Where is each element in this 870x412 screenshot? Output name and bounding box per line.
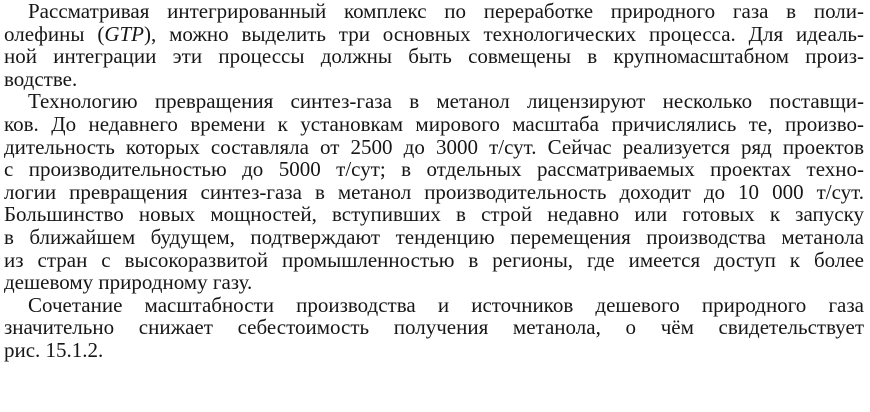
paragraph-gtp-processes — [4, 0, 864, 90]
text-line: олефины (GTP), можно выделить три основных технологических процесса. Для идеаль- — [4, 21, 865, 46]
text-line: из стран с высокоразвитой промышленностью в регионы, где имеется доступ к более — [4, 247, 864, 272]
text-line: водстве. — [4, 66, 78, 91]
text-line: ков. До недавнего времени к установкам мирового масштаба причислялись те, произво- — [4, 111, 864, 136]
text-line: дешевому природному газу. — [4, 270, 253, 295]
text-line: ной интеграции эти процессы должны быть совмещены в крупномасштабном произ- — [4, 44, 864, 69]
text-line: Рассматривая интегрированный комплекс по переработке природного газа в поли- — [28, 0, 864, 23]
text-line: рис. 15.1.2. — [4, 337, 104, 362]
body-text — [4, 0, 864, 362]
text-line: Технологию превращения синтез-газа в метанол лицензируют несколько поставщи- — [28, 89, 864, 114]
text-line: Большинство новых мощностей, вступивших в строй недавно или готовых к запуску — [4, 202, 864, 227]
text-line: Сочетание масштабности производства и источников дешевого природного газа — [28, 292, 864, 317]
text-line: логии превращения синтез-газа в метанол производительность доходит до 10 000 т/сут. — [4, 179, 864, 204]
text-line: в ближайшем будущем, подтверждают тенденцию перемещения производства метанола — [4, 224, 864, 249]
paragraph-cost-reduction — [4, 294, 864, 362]
text-line: с производительностью до 5000 т/сут; в отдельных рассматриваемых проектах техно- — [4, 157, 864, 182]
text-line: дительность которых составляла от 2500 до 3000 т/сут. Сейчас реализуется ряд проектов — [4, 134, 864, 159]
gtp-abbreviation: GTP — [104, 21, 144, 46]
text-line: значительно снижает себестоимость получения метанола, о чём свидетельствует — [4, 315, 864, 340]
paragraph-methanol-licensing — [4, 90, 864, 293]
